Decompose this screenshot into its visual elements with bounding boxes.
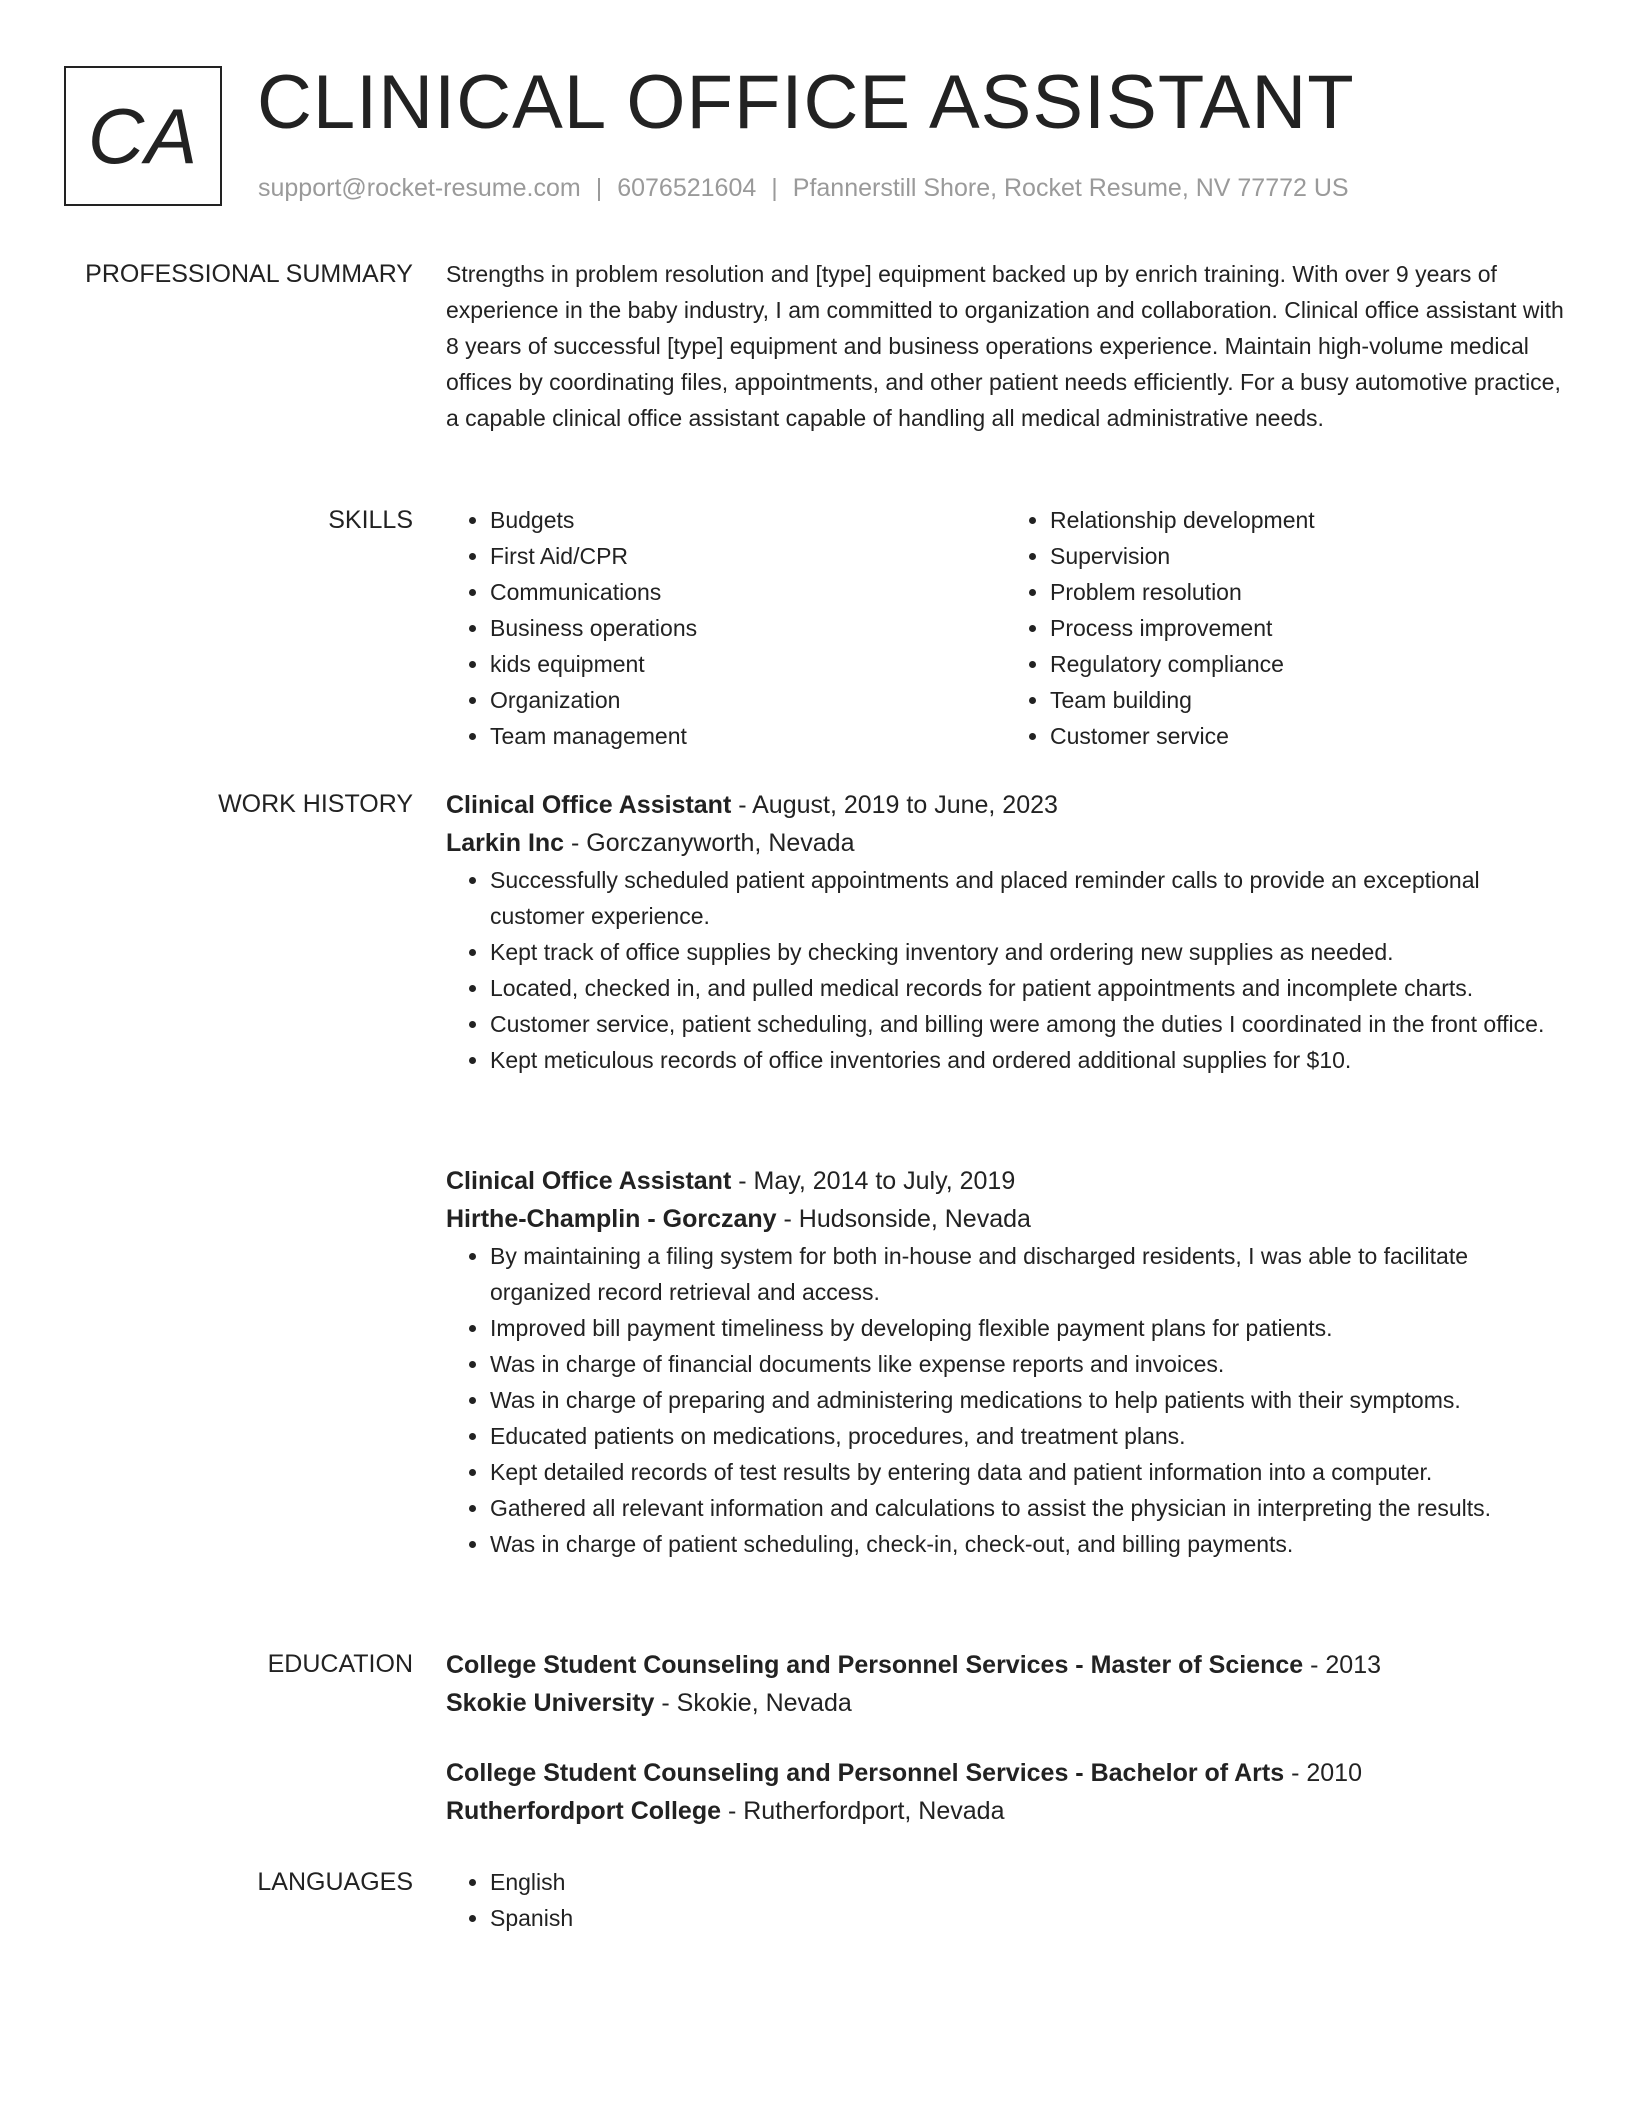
skill-item: • Team management	[490, 718, 1006, 754]
skill-item: • Communications	[490, 574, 1006, 610]
education-location: - Rutherfordport, Nevada	[721, 1797, 1005, 1825]
contact-line	[258, 174, 1349, 203]
contact-email: support@rocket-resume.com	[258, 174, 581, 202]
language-item: • Spanish	[490, 1900, 1566, 1936]
section-label-skills: SKILLS	[328, 506, 413, 534]
education-location: - Skokie, Nevada	[654, 1689, 852, 1717]
job-duty: • Located, checked in, and pulled medical records for patient appointments and incomplete charts.	[490, 970, 1566, 1006]
summary-text: Strengths in problem resolution and [type] equipment backed up by enrich training. With over 9 years of experience in the baby industry, I am committed to organization and collaboration. Clinical office assistant with 8 years of successful [type] equipment and business operations experience. Maintain high-volume medical offices by coordinating files, appointments, and other patient needs efficiently. For a busy automotive practice, a capable clinical office assistant capable of handling all medical administrative needs.	[446, 261, 1564, 431]
job-duty: • Was in charge of preparing and administering medications to help patients with their symptoms.	[490, 1382, 1566, 1418]
education-degree-line	[446, 1754, 1566, 1792]
skill-item: • Problem resolution	[1050, 574, 1566, 610]
contact-address: Pfannerstill Shore, Rocket Resume, NV 77772 US	[792, 174, 1349, 202]
job-duties-list	[446, 862, 1566, 1078]
skill-item: • Organization	[490, 682, 1006, 718]
education-entry	[446, 1754, 1566, 1830]
skill-item: • Customer service	[1050, 718, 1566, 754]
job-duty: • Kept track of office supplies by checking inventory and ordering new supplies as needed.	[490, 934, 1566, 970]
job-location: - Gorczanyworth, Nevada	[564, 829, 855, 857]
job-company: Hirthe-Champlin - Gorczany	[446, 1205, 777, 1233]
languages-list	[446, 1864, 1566, 1936]
job-title-line	[446, 786, 1566, 824]
job-entry	[446, 786, 1566, 1078]
job-duty: • By maintaining a filing system for both in-house and discharged residents, I was able to facilitate organized record retrieval and access.	[490, 1238, 1566, 1310]
job-title-line	[446, 1162, 1566, 1200]
job-duty: • Was in charge of patient scheduling, check-in, check-out, and billing payments.	[490, 1526, 1566, 1562]
languages-body	[446, 1864, 1566, 1936]
skill-item: • Budgets	[490, 502, 1006, 538]
job-company-line	[446, 1200, 1566, 1238]
contact-separator: |	[771, 174, 778, 202]
contact-separator: |	[595, 174, 603, 202]
contact-phone: 6076521604	[617, 174, 757, 202]
job-company-line	[446, 824, 1566, 862]
skill-item: • Process improvement	[1050, 610, 1566, 646]
skill-item: • Relationship development	[1050, 502, 1566, 538]
skill-item: • Business operations	[490, 610, 1006, 646]
education-entry	[446, 1646, 1566, 1722]
education-degree: College Student Counseling and Personnel Services - Bachelor of Arts	[446, 1759, 1285, 1787]
job-dates: - May, 2014 to July, 2019	[731, 1167, 1016, 1195]
job-entry	[446, 1162, 1566, 1562]
section-label-summary: PROFESSIONAL SUMMARY	[85, 260, 413, 288]
section-label-languages: LANGUAGES	[257, 1868, 413, 1896]
education-school-line	[446, 1684, 1566, 1722]
skills-list-left	[446, 502, 1006, 754]
job-duty: • Was in charge of financial documents like expense reports and invoices.	[490, 1346, 1566, 1382]
job-duty: • Kept detailed records of test results by entering data and patient information into a computer.	[490, 1454, 1566, 1490]
education-degree-line	[446, 1646, 1566, 1684]
education-school: Rutherfordport College	[446, 1797, 721, 1825]
job-duty: • Successfully scheduled patient appointments and placed reminder calls to provide an exceptional customer experience.	[490, 862, 1566, 934]
skill-item: • Supervision	[1050, 538, 1566, 574]
language-item: • English	[490, 1864, 1566, 1900]
job-dates: - August, 2019 to June, 2023	[731, 791, 1058, 819]
skill-item: • First Aid/CPR	[490, 538, 1006, 574]
job-location: - Hudsonside, Nevada	[776, 1205, 1031, 1233]
job-duty: • Kept meticulous records of office inventories and ordered additional supplies for $10.	[490, 1042, 1566, 1078]
education-school: Skokie University	[446, 1689, 655, 1717]
resume-title: CLINICAL OFFICE ASSISTANT	[257, 60, 1355, 145]
job-duty: • Improved bill payment timeliness by developing flexible payment plans for patients.	[490, 1310, 1566, 1346]
job-duty: • Gathered all relevant information and calculations to assist the physician in interpreting the results.	[490, 1490, 1566, 1526]
education-year: - 2013	[1303, 1651, 1382, 1679]
skills-list-right	[1006, 502, 1566, 754]
monogram-logo: CA	[64, 66, 222, 206]
job-duties-list	[446, 1238, 1566, 1562]
education-year: - 2010	[1284, 1759, 1362, 1787]
job-duty: • Educated patients on medications, procedures, and treatment plans.	[490, 1418, 1566, 1454]
education-degree: College Student Counseling and Personnel Services - Master of Science	[446, 1651, 1304, 1679]
job-title: Clinical Office Assistant	[446, 1167, 732, 1195]
job-company: Larkin Inc	[446, 829, 565, 857]
skills-body	[446, 502, 1566, 754]
education-school-line	[446, 1792, 1566, 1830]
skill-item: • Team building	[1050, 682, 1566, 718]
job-title: Clinical Office Assistant	[446, 791, 732, 819]
job-duty: • Customer service, patient scheduling, and billing were among the duties I coordinated in the front office.	[490, 1006, 1566, 1042]
section-label-work: WORK HISTORY	[218, 790, 413, 818]
summary-body	[446, 256, 1566, 436]
skill-item: • Regulatory compliance	[1050, 646, 1566, 682]
skill-item: • kids equipment	[490, 646, 1006, 682]
section-label-education: EDUCATION	[267, 1650, 413, 1678]
